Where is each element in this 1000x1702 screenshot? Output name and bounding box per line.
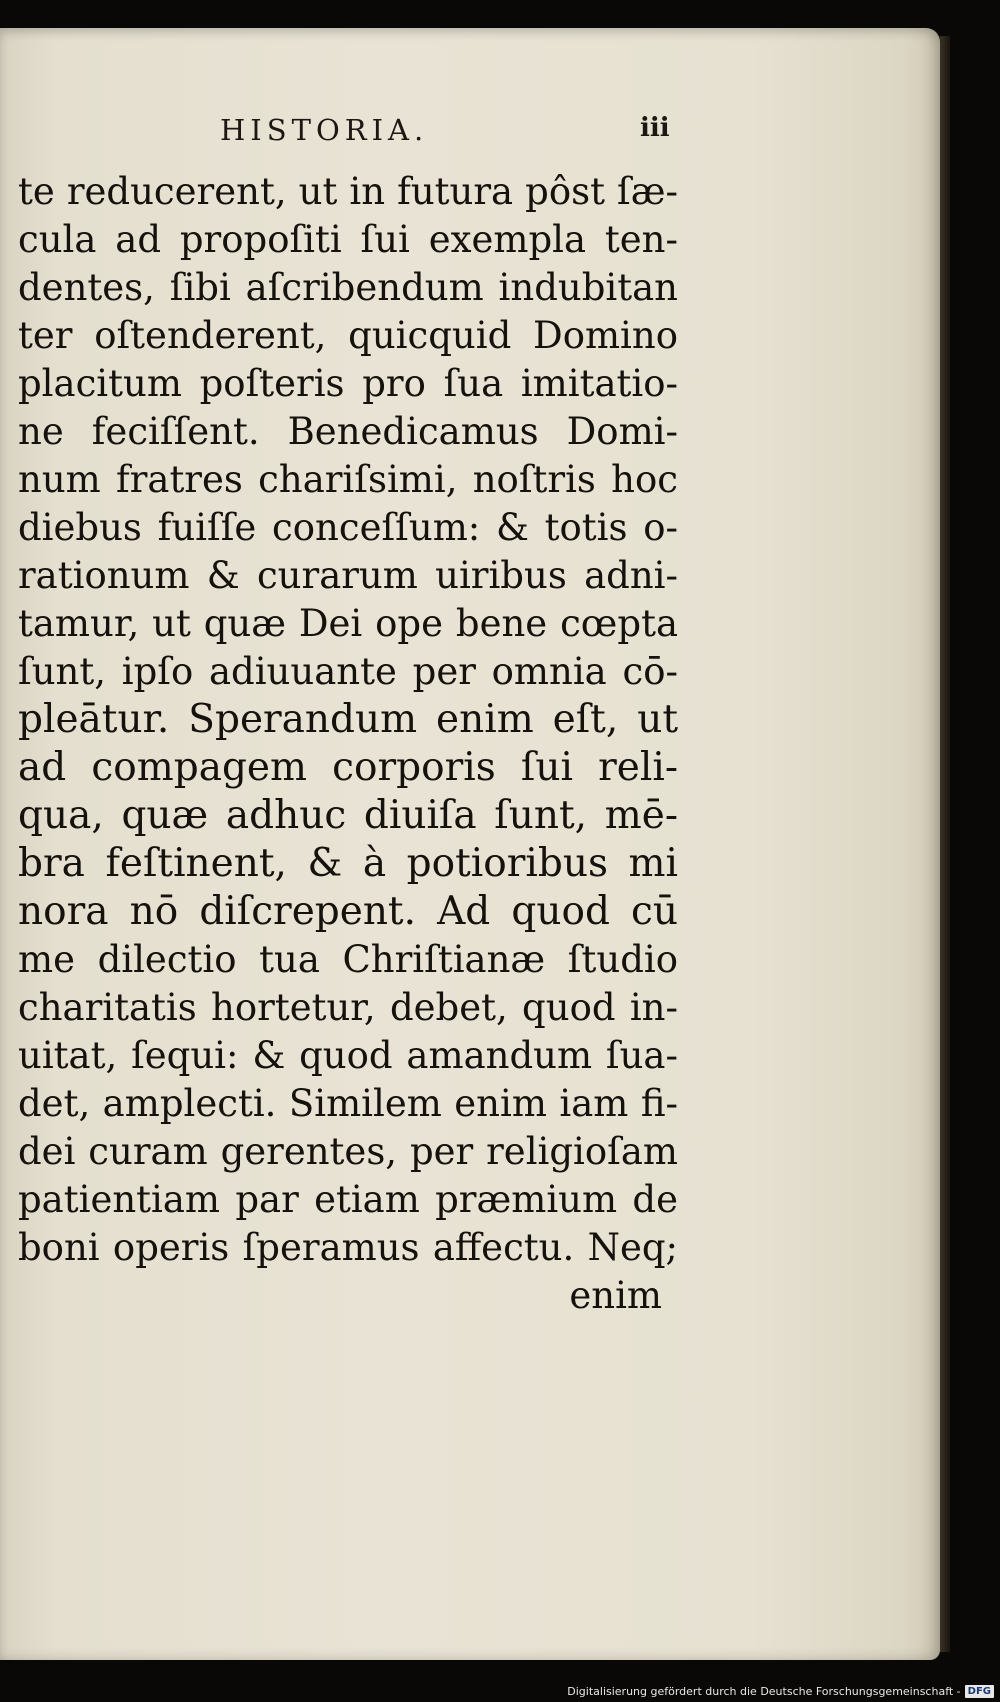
text-line: te reducerent, ut in futura pôst ſæ- <box>18 170 678 213</box>
folio-number: iii <box>640 113 670 143</box>
digitization-credit <box>567 1685 994 1698</box>
text-line: charitatis hortetur, debet, quod in- <box>18 986 678 1029</box>
dfg-logo-icon: DFG <box>965 1685 994 1698</box>
text-line: boni operis ſperamus affectu. Neq; <box>18 1226 678 1269</box>
text-block <box>18 168 678 1320</box>
text-line: placitum poſteris pro ſua imitatio- <box>18 362 678 405</box>
text-line: det, amplecti. Similem enim iam fi- <box>18 1082 678 1125</box>
catchword: enim <box>569 1274 662 1317</box>
text-line: bra feſtinent, & à potioribus mi <box>18 841 678 886</box>
running-title: HISTORIA. <box>220 113 429 147</box>
credit-text: Digitalisierung gefördert durch die Deutsche Forschungsgemeinschaft - <box>567 1685 961 1698</box>
text-line: qua, quæ adhuc diuiſa ſunt, mē- <box>18 793 678 838</box>
text-line: ad compagem corporis ſui reli- <box>18 745 678 790</box>
text-line: ne feciſſent. Benedicamus Domi- <box>18 410 678 453</box>
text-line: dei curam gerentes, per religioſam <box>18 1130 678 1173</box>
text-line: me dilectio tua Chriſtianæ ſtudio <box>18 938 678 981</box>
text-line: tamur, ut quæ Dei ope bene cœpta <box>18 602 678 645</box>
page-edge <box>940 36 950 1652</box>
text-line: pleātur. Sperandum enim eſt, ut <box>18 697 678 742</box>
text-line: ter oſtenderent, quicquid Domino <box>18 314 678 357</box>
text-line: diebus fuiſſe conceſſum: & totis o- <box>18 506 678 549</box>
book-page <box>0 28 940 1660</box>
page-header <box>0 113 680 153</box>
text-line: nora nō diſcrepent. Ad quod cū <box>18 889 678 934</box>
text-line: num fratres chariſsimi, noſtris hoc <box>18 458 678 501</box>
text-line: patientiam par etiam præmium de <box>18 1178 678 1221</box>
text-line: cula ad propoſiti ſui exempla ten- <box>18 218 678 261</box>
text-line: ſunt, ipſo adiuuante per omnia cō- <box>18 650 678 693</box>
text-line: uitat, ſequi: & quod amandum ſua- <box>18 1034 678 1077</box>
text-line: rationum & curarum uiribus adni- <box>18 554 678 597</box>
text-line: dentes, ſibi aſcribendum indubitan <box>18 266 678 309</box>
